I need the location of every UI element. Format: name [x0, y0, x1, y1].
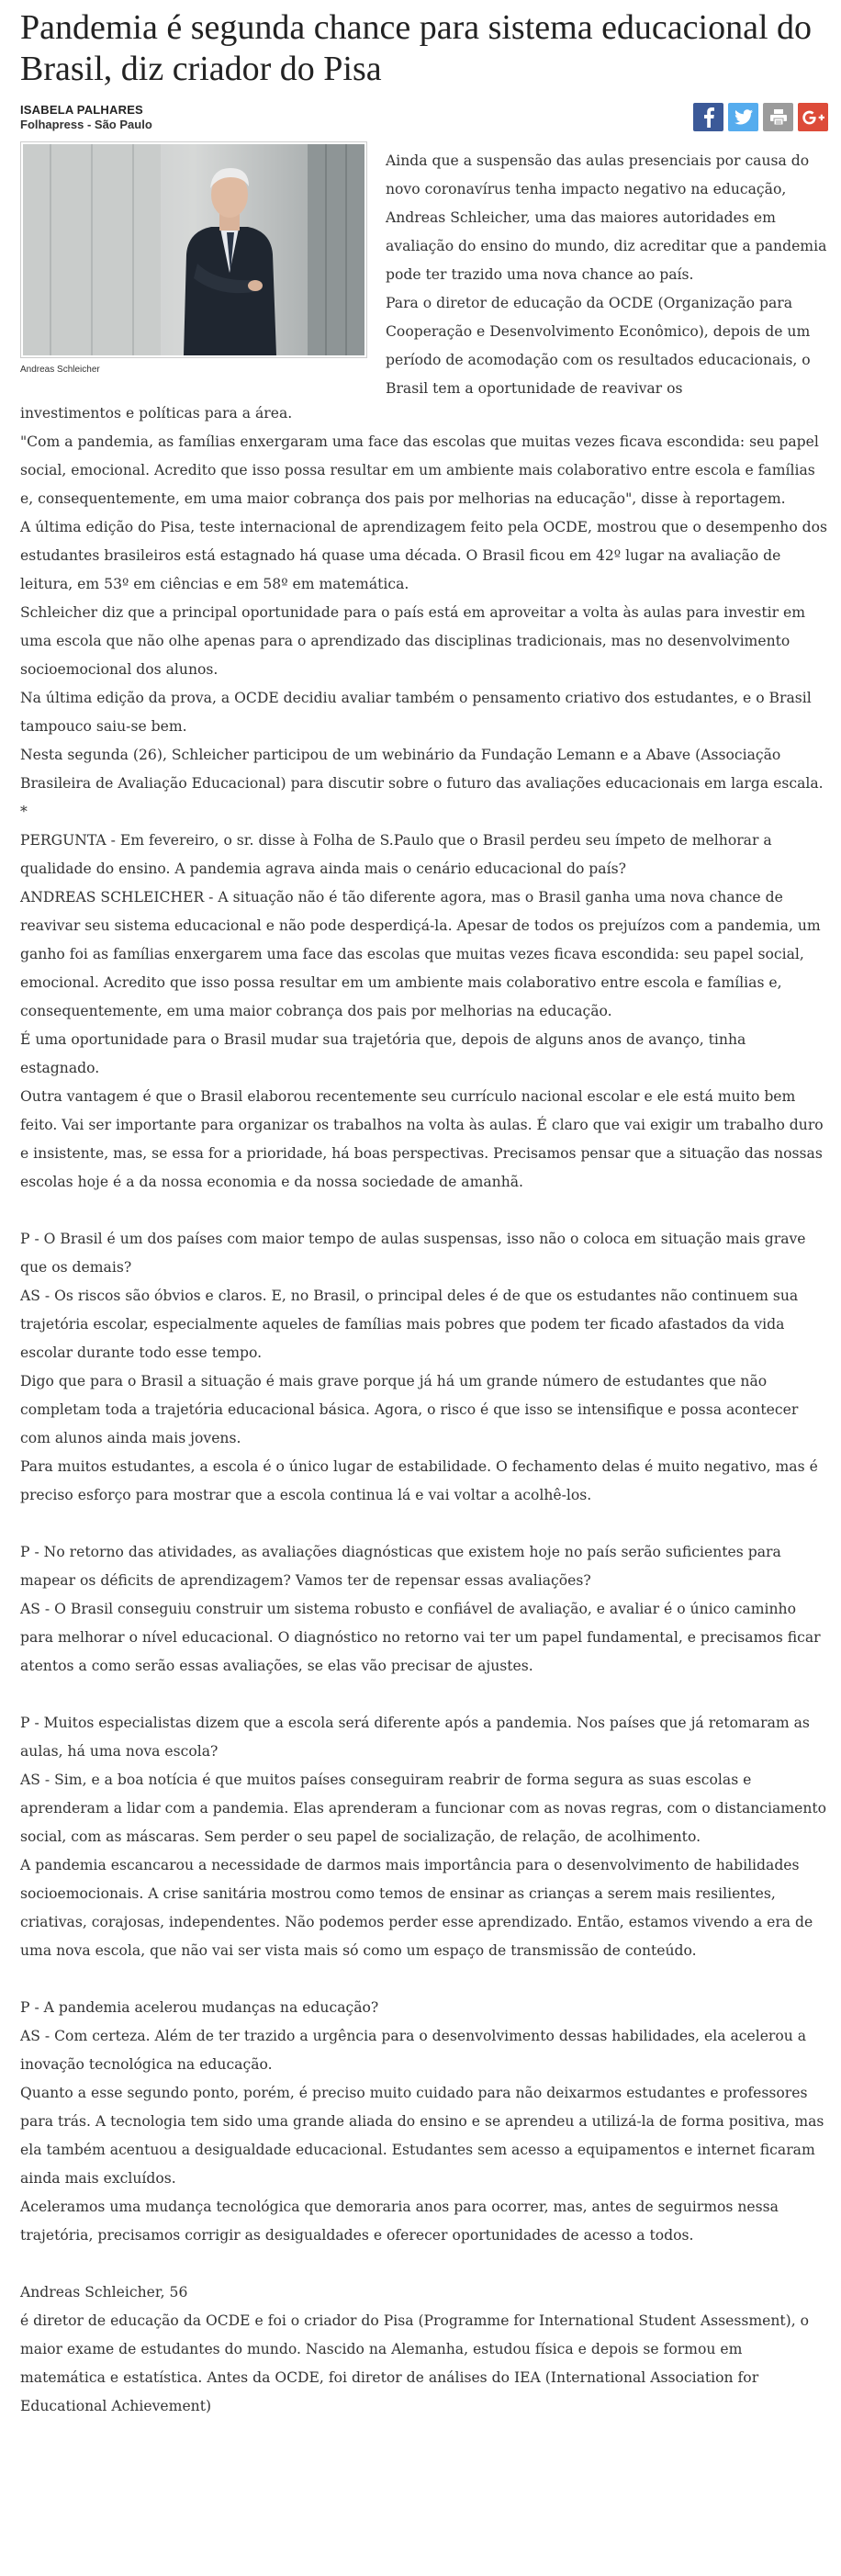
answer-paragraph: A pandemia escancarou a necessidade de darmos mais importância para o desenvolvimento de habilidades socioemocionais. A crise sanitária mostrou como temos de ensinar as crianças a serem mais resilientes, criativas, corajosas, independentes. Não podemos perder esse aprendizado. Então, estamos vivendo a era de uma nova escola, que não vai ser vista mais só como um espaço de transmissão de conteúdo. — [20, 1857, 813, 1959]
paragraph-gap — [20, 1197, 828, 1225]
lead-text — [386, 147, 828, 403]
body-paragraph: investimentos e políticas para a área. — [20, 405, 293, 422]
paragraph-gap — [20, 1965, 828, 1994]
question-paragraph: PERGUNTA - Em fevereiro, o sr. disse à Folha de S.Paulo que o Brasil perdeu seu ímpeto de melhorar a qualidade do ensino. A pandemia agrava ainda mais o cenário educacional do país? — [20, 832, 772, 877]
paragraph-gap — [20, 2250, 828, 2278]
facebook-icon — [702, 107, 715, 128]
answer-paragraph: Para muitos estudantes, a escola é o único lugar de estabilidade. O fechamento delas é muito negativo, mas é preciso esforço para mostrar que a escola continua lá e vai voltar a acolhê-los. — [20, 1458, 818, 1503]
answer-paragraph: AS - Sim, e a boa notícia é que muitos países conseguiram reabrir de forma segura as suas escolas e aprenderam a lidar com a pandemia. Elas aprenderam a funcionar com as novas regras, com o distanciamento social, com as máscaras. Sem perder o seu papel de socialização, de relação, de acolhimento. — [20, 1772, 827, 1845]
section-separator: * — [20, 804, 28, 820]
question-paragraph: P - No retorno das atividades, as avaliações diagnósticas que existem hoje no país serão suficientes para mapear os déficits de aprendizagem? Vamos ter de repensar essas avaliações? — [20, 1544, 781, 1589]
bio-paragraph: é diretor de educação da OCDE e foi o criador do Pisa (Programme for International Student Assessment), o maior exame de estudantes do mundo. Nascido na Alemanha, estudou física e depois se formou em matemática e estatística. Antes da OCDE, foi diretor de análises do IEA (International Association for Educational Achievement) — [20, 2312, 810, 2414]
answer-paragraph: É uma oportunidade para o Brasil mudar sua trajetória que, depois de alguns anos de avanço, tinha estagnado. — [20, 1031, 746, 1076]
question-paragraph: P - Muitos especialistas dizem que a escola será diferente após a pandemia. Nos países que já retomaram as aulas, há uma nova escola? — [20, 1715, 810, 1760]
article-body — [20, 399, 828, 2421]
article-photo — [20, 141, 378, 375]
paragraph-gap — [20, 1510, 828, 1538]
google-plus-share-button[interactable] — [798, 103, 828, 131]
answer-paragraph: ANDREAS SCHLEICHER - A situação não é tão diferente agora, mas o Brasil ganha uma nova chance de reavivar seu sistema educacional e não pode desperdiçá-la. Apesar de todos os prejuízos com a pandemia, um ganho foi as famílias enxergarem uma face das escolas que muitas vezes ficava escondida: seu papel social, emocional. Acredito que isso possa resultar em um ambiente mais colaborativo entre escola e famílias e, consequentemente, em uma maior cobrança dos pais por melhorias na educação. — [20, 889, 821, 1019]
answer-paragraph: Outra vantagem é que o Brasil elaborou recentemente seu currículo nacional escolar e ele está muito bem feito. Vai ser importante para organizar os trabalhos na volta às aulas. É claro que vai exigir um trabalho duro e insistente, mas, se essa for a prioridade, há boas perspectivas. Precisamos pensar que a situação das nossas escolas hoje é a da nossa economia e da nossa sociedade de amanhã. — [20, 1088, 824, 1190]
body-paragraph: A última edição do Pisa, teste internacional de aprendizagem feito pela OCDE, mostrou que o desempenho dos estudantes brasileiros está estagnado há quase uma década. O Brasil ficou em 42º lugar na avaliação de leitura, em 53º em ciências e em 58º em matemática. — [20, 519, 828, 592]
answer-paragraph: Aceleramos uma mudança tecnológica que demoraria anos para ocorrer, mas, antes de seguirmos nessa trajetória, precisamos corrigir as desigualdades e oferecer oportunidades de acesso a todos. — [20, 2199, 779, 2244]
twitter-share-button[interactable] — [728, 103, 758, 131]
question-paragraph: P - A pandemia acelerou mudanças na educação? — [20, 1999, 379, 2016]
agency-name: Folhapress - São Paulo — [20, 118, 152, 131]
article-title: Pandemia é segunda chance para sistema educacional do Brasil, diz criador do Pisa — [20, 8, 813, 88]
bio-heading: Andreas Schleicher, 56 — [20, 2284, 188, 2300]
photo-caption: Andreas Schleicher — [20, 365, 100, 375]
answer-paragraph: Quanto a esse segundo ponto, porém, é preciso muito cuidado para não deixarmos estudantes e professores para trás. A tecnologia tem sido uma grande aliada do ensino e se aprendeu a utilizá-la de forma positiva, mas ela também acentuou a desigualdade educacional. Estudantes sem acesso a equipamentos e internet ficaram ainda mais excluídos. — [20, 2085, 824, 2187]
paragraph-gap — [20, 1681, 828, 1709]
print-button[interactable] — [763, 103, 793, 131]
google-plus-icon — [802, 110, 824, 125]
body-paragraph: Schleicher diz que a principal oportunidade para o país está em aproveitar a volta às aulas para investir em uma escola que não olhe apenas para o aprendizado das disciplinas tradicionais, mas no desenvolvimento socioemocional dos alunos. — [20, 604, 806, 678]
answer-paragraph: AS - Com certeza. Além de ter trazido a urgência para o desenvolvimento dessas habilidades, ela acelerou a inovação tecnológica na educação. — [20, 2028, 807, 2073]
body-paragraph: Nesta segunda (26), Schleicher participou de um webinário da Fundação Lemann e a Abave (Associação Brasileira de Avaliação Educacional) para discutir sobre o futuro das avaliações educacionais em larga escala. — [20, 747, 824, 792]
share-bar — [693, 103, 828, 131]
lead-paragraph: Para o diretor de educação da OCDE (Organização para Cooperação e Desenvolvimento Econômico), depois de um período de acomodação com os resultados educacionais, o Brasil tem a oportunidade de reavivar os — [386, 295, 811, 397]
body-paragraph: "Com a pandemia, as famílias enxergaram uma face das escolas que muitas vezes ficava escondida: seu papel social, emocional. Acredito que isso possa resultar em um ambiente mais colaborativo entre escola e famílias e, consequentemente, em uma maior cobrança dos pais por melhorias na educação", disse à reportagem. — [20, 433, 819, 507]
author-name: ISABELA PALHARES — [20, 103, 143, 117]
article — [20, 7, 828, 2414]
question-paragraph: P - O Brasil é um dos países com maior tempo de aulas suspensas, isso não o coloca em situação mais grave que os demais? — [20, 1231, 806, 1276]
answer-paragraph: AS - Os riscos são óbvios e claros. E, no Brasil, o principal deles é de que os estudantes não continuem sua trajetória escolar, especialmente aqueles de famílias mais pobres que podem ter ficado afastados da vida escolar durante todo esse tempo. — [20, 1288, 799, 1361]
lead-paragraph: Ainda que a suspensão das aulas presenciais por causa do novo coronavírus tenha impacto negativo na educação, Andreas Schleicher, uma das maiores autoridades em avaliação do ensino do mundo, diz acreditar que a pandemia pode ter trazido uma nova chance ao país. — [386, 152, 827, 283]
body-paragraph: Na última edição da prova, a OCDE decidiu avaliar também o pensamento criativo dos estudantes, e o Brasil tampouco saiu-se bem. — [20, 690, 812, 735]
portrait-image — [23, 144, 364, 355]
printer-icon — [769, 108, 788, 126]
answer-paragraph: AS - O Brasil conseguiu construir um sistema robusto e confiável de avaliação, e avaliar é o único caminho para melhorar o nível educacional. O diagnóstico no retorno vai ter um papel fundamental, e precisamos ficar atentos a como serão essas avaliações, se elas vão precisar de ajustes. — [20, 1601, 821, 1674]
twitter-icon — [734, 109, 753, 125]
answer-paragraph: Digo que para o Brasil a situação é mais grave porque já há um grande número de estudantes que não completam toda a trajetória educacional básica. Agora, o risco é que isso se intensifique e possa acontecer com alunos ainda mais jovens. — [20, 1373, 799, 1446]
photo-frame — [20, 141, 367, 358]
facebook-share-button[interactable] — [693, 103, 723, 131]
